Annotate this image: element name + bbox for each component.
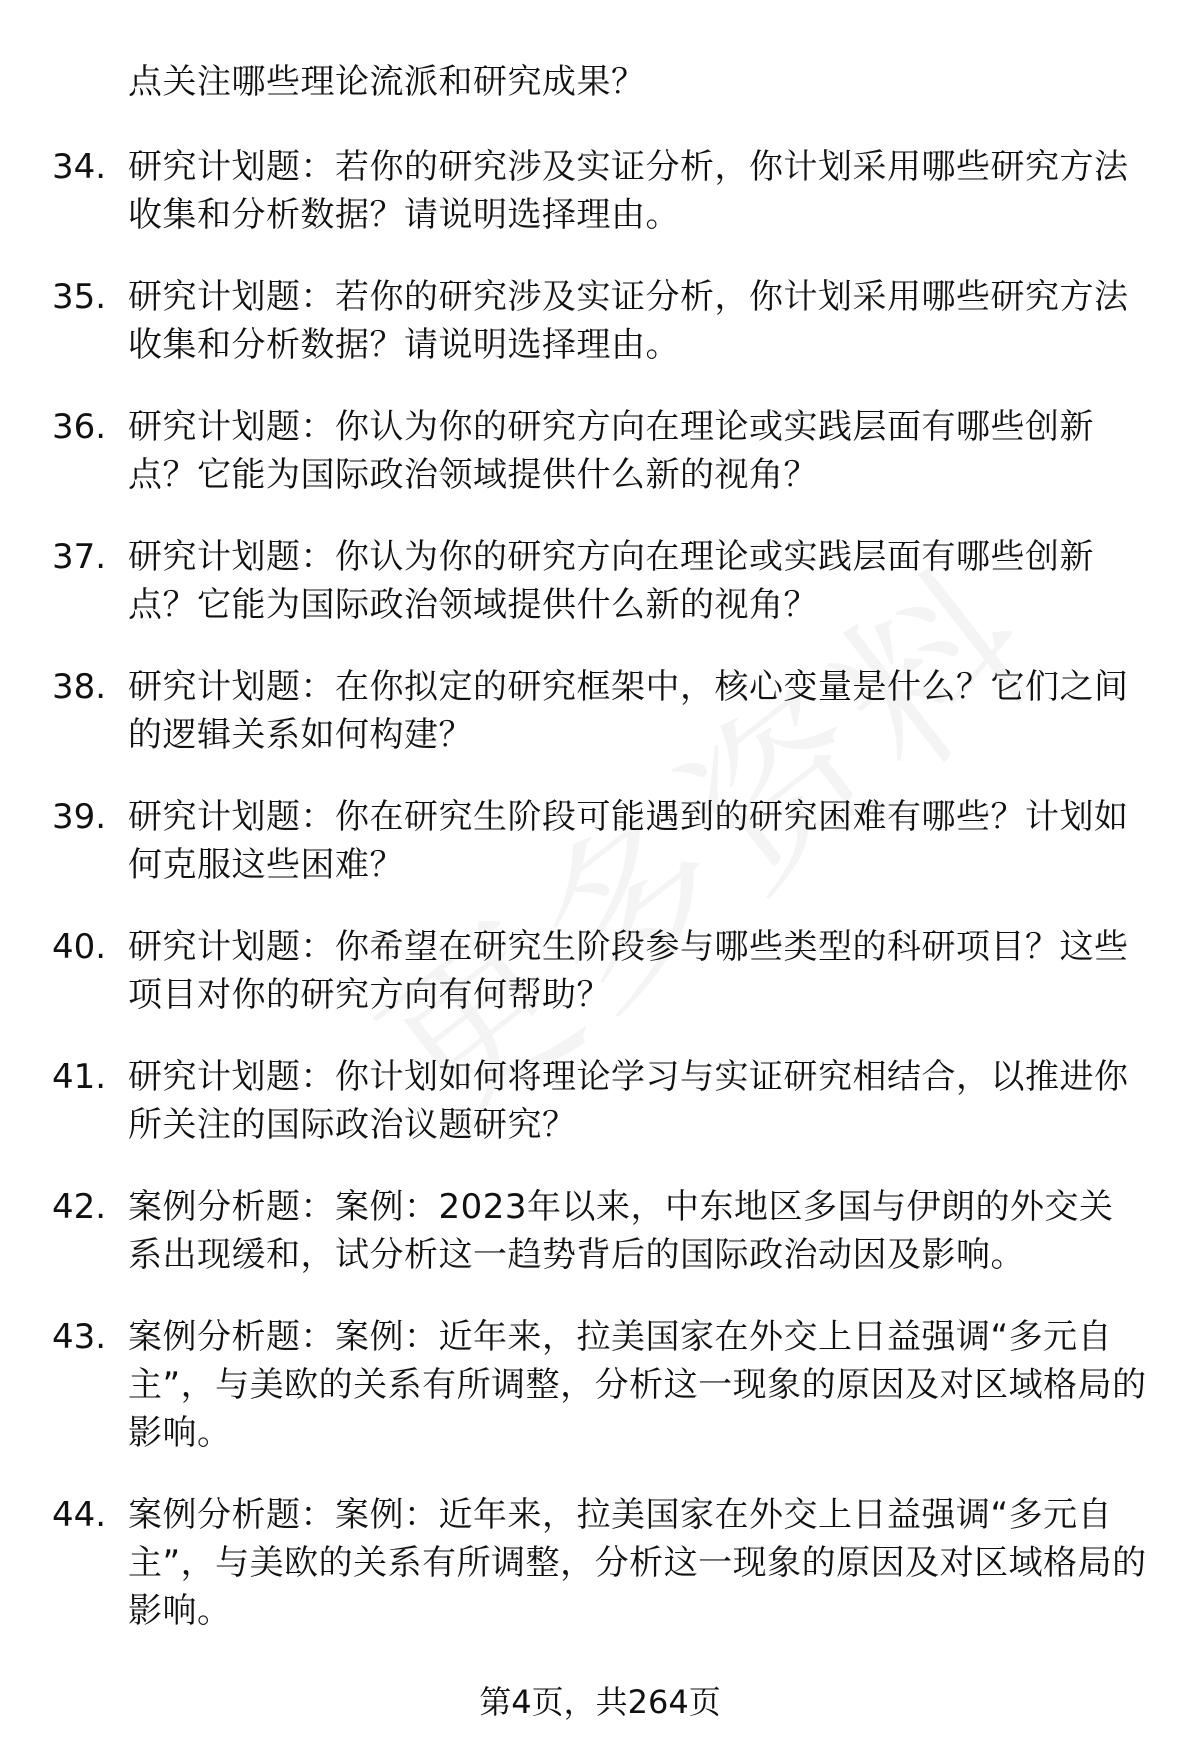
page-footer: 第4页，共264页 [479,1683,721,1721]
question-item [0,1053,1200,1149]
question-text: 案例分析题：案例：近年来，拉美国家在外交上日益强调“多元自主”，与美欧的关系有所调整，分析这一现象的原因及对区域格局的影响。 [128,1495,1147,1631]
question-item [0,1313,1200,1457]
question-item [0,1183,1200,1279]
continued-question-text: 点关注哪些理论流派和研究成果？ [128,62,646,102]
question-item [0,1491,1200,1635]
question-number: 38. [52,667,107,707]
question-number: 40. [52,927,107,967]
question-number: 41. [52,1057,107,1097]
question-number: 42. [52,1187,107,1227]
question-item [0,663,1200,759]
question-text: 研究计划题：你认为你的研究方向在理论或实践层面有哪些创新点？它能为国际政治领域提供什么新的视角？ [128,407,1094,495]
question-item [0,923,1200,1019]
question-number: 34. [52,147,107,187]
question-text: 研究计划题：若你的研究涉及实证分析，你计划采用哪些研究方法收集和分析数据？请说明选择理由。 [128,277,1129,365]
question-list [0,143,1200,1669]
question-text: 研究计划题：在你拟定的研究框架中，核心变量是什么？它们之间的逻辑关系如何构建？ [128,667,1129,755]
question-text: 研究计划题：你计划如何将理论学习与实证研究相结合，以推进你所关注的国际政治议题研究？ [128,1057,1129,1145]
question-item [0,273,1200,369]
question-text: 研究计划题：你在研究生阶段可能遇到的研究困难有哪些？计划如何克服这些困难？ [128,797,1129,885]
question-text: 案例分析题：案例：2023年以来，中东地区多国与伊朗的外交关系出现缓和，试分析这一趋势背后的国际政治动因及影响。 [128,1187,1114,1275]
question-number: 39. [52,797,107,837]
question-number: 43. [52,1317,107,1357]
question-number: 44. [52,1495,107,1535]
question-item [0,143,1200,239]
question-number: 36. [52,407,107,447]
question-item [0,533,1200,629]
question-text: 研究计划题：若你的研究涉及实证分析，你计划采用哪些研究方法收集和分析数据？请说明选择理由。 [128,147,1129,235]
question-number: 35. [52,277,107,317]
question-text: 案例分析题：案例：近年来，拉美国家在外交上日益强调“多元自主”，与美欧的关系有所调整，分析这一现象的原因及对区域格局的影响。 [128,1317,1147,1453]
question-item [0,793,1200,889]
question-item [0,403,1200,499]
question-number: 37. [52,537,107,577]
question-text: 研究计划题：你希望在研究生阶段参与哪些类型的科研项目？这些项目对你的研究方向有何帮助？ [128,927,1129,1015]
question-text: 研究计划题：你认为你的研究方向在理论或实践层面有哪些创新点？它能为国际政治领域提供什么新的视角？ [128,537,1094,625]
